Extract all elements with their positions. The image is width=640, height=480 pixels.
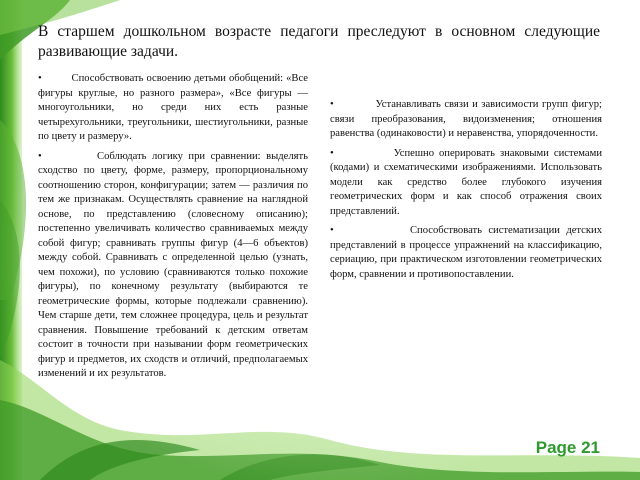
right-column <box>330 98 602 287</box>
right-bullet-2 <box>330 147 602 220</box>
bullet-marker: • <box>330 147 334 159</box>
bullet-text: Устанавливать связи и зависимости групп фигур; связи преобразования, видоизменения; отношения равенства (одинаковости) и неравенства, упорядоченности. <box>330 99 602 139</box>
bullet-text: Способствовать освоению детьми обобщений: «Все фигуры круглые, но разного размера», «Все фигуры — многоугольники, но среди них есть разные четырехугольники, треугольники, шестиугольники, разные по цвету и размеру». <box>38 73 309 142</box>
bullet-marker: • <box>38 73 42 84</box>
left-column <box>38 72 308 387</box>
bullet-marker: • <box>38 150 42 162</box>
bullet-text: Соблюдать логику при сравнении: выделять сходство по цвету, форме, размеру, пропорциональному соотношению сторон, конфигурации; затем — различия по тем же признакам. Осуществлять сравнение на наглядной основе, по представлению (словесному описанию); постепенно увеличивать количество сравниваемых между собой фигур; сравнивать группы фигур (4—6 объектов) между собой. Сравнивать с определенной целью (узнать, чем похожи), по условию (сравниваются только похожие фигуры), по конечному результату (выбираются те геометрические формы, которые подлежали сравнению). Чем старше дети, тем сложнее процедура, цель и результат сравнения. Повышение требований к детским ответам состоит в точности при назывании форм геометрических фигур и предметов, их сходств и отличий, предполагаемых изменений и их результатов. <box>38 150 308 379</box>
bullet-marker: • <box>330 99 334 110</box>
page-number: Page 21 <box>535 438 600 457</box>
bullet-text: Способствовать систематизации детских представлений в процессе упражнений на классификацию, сериацию, при практическом изготовлении геометрических форм, сравнении и противопоставлении. <box>330 225 602 280</box>
bullet-marker: • <box>330 225 334 236</box>
right-bullet-1 <box>330 98 602 142</box>
right-bullet-3 <box>330 224 602 282</box>
bullet-text: Успешно оперировать знаковыми системами (кодами) и схематическими изображениями. Использовать модели как средство более глубокого изучения геометрических форм и как способ отражения своих представлений. <box>330 147 602 217</box>
left-bullet-1 <box>38 72 308 145</box>
left-bullet-2 <box>38 150 308 382</box>
slide-title: В старшем дошкольном возрасте педагоги преследуют в основном следующие развивающие задачи. <box>38 23 600 60</box>
